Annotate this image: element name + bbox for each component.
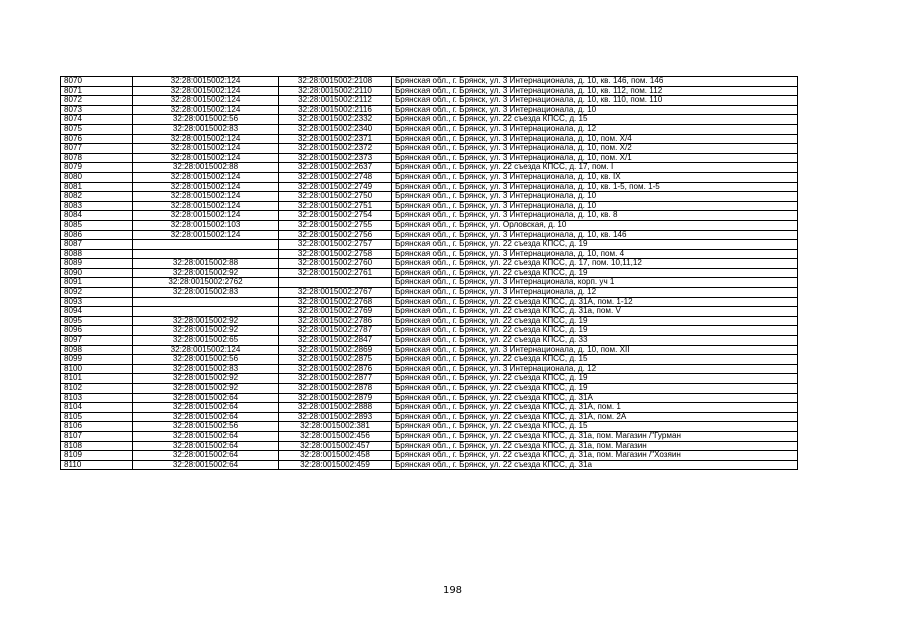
- table-row: [61, 172, 798, 182]
- object-number-cell: 32:28:0015002:2637: [279, 163, 392, 173]
- parcel-number-cell: 32:28:0015002:56: [133, 422, 279, 432]
- row-number-cell: 8072: [61, 96, 133, 106]
- table-row: [61, 460, 798, 470]
- table-row: [61, 316, 798, 326]
- table-row: [61, 451, 798, 461]
- object-number-cell: 32:28:0015002:2757: [279, 240, 392, 250]
- table-row: [61, 364, 798, 374]
- row-number-cell: 8075: [61, 124, 133, 134]
- table-row: [61, 249, 798, 259]
- parcel-number-cell: 32:28:0015002:124: [133, 86, 279, 96]
- parcel-number-cell: 32:28:0015002:124: [133, 192, 279, 202]
- parcel-number-cell: 32:28:0015002:124: [133, 211, 279, 221]
- object-number-cell: 32:28:0015002:2751: [279, 201, 392, 211]
- table-row: [61, 374, 798, 384]
- parcel-number-cell: 32:28:0015002:124: [133, 96, 279, 106]
- address-cell: Брянская обл., г. Брянск, ул. 3 Интернационала, д. 12: [392, 288, 798, 298]
- table-row: [61, 105, 798, 115]
- address-cell: Брянская обл., г. Брянск, ул. 3 Интернационала, д. 10, кв. IX: [392, 172, 798, 182]
- object-number-cell: [279, 278, 392, 288]
- row-number-cell: 8080: [61, 172, 133, 182]
- page-number: 198: [442, 585, 463, 596]
- row-number-cell: 8079: [61, 163, 133, 173]
- object-number-cell: 32:28:0015002:2768: [279, 297, 392, 307]
- object-number-cell: 32:28:0015002:2893: [279, 412, 392, 422]
- parcel-number-cell: 32:28:0015002:65: [133, 336, 279, 346]
- address-cell: Брянская обл., г. Брянск, ул. 22 съезда КПСС, д. 31а, пом. V: [392, 307, 798, 317]
- address-cell: Брянская обл., г. Брянск, ул. 3 Интернационала, д. 10, кв. 146, пом. 146: [392, 77, 798, 87]
- object-number-cell: 32:28:0015002:2756: [279, 230, 392, 240]
- address-cell: Брянская обл., г. Брянск, ул. 3 Интернационала, д. 10, кв. 112, пом. 112: [392, 86, 798, 96]
- address-cell: Брянская обл., г. Брянск, ул. 22 съезда КПСС, д. 19: [392, 240, 798, 250]
- address-cell: Брянская обл., г. Брянск, ул. 22 съезда КПСС, д. 31А: [392, 393, 798, 403]
- row-number-cell: 8096: [61, 326, 133, 336]
- table-row: [61, 297, 798, 307]
- parcel-number-cell: 32:28:0015002:124: [133, 77, 279, 87]
- table-body: [61, 77, 798, 470]
- parcel-number-cell: 32:28:0015002:88: [133, 163, 279, 173]
- parcel-number-cell: 32:28:0015002:92: [133, 268, 279, 278]
- table-row: [61, 345, 798, 355]
- object-number-cell: 32:28:0015002:2116: [279, 105, 392, 115]
- address-cell: Брянская обл., г. Брянск, ул. 3 Интернационала, д. 12: [392, 364, 798, 374]
- parcel-number-cell: 32:28:0015002:64: [133, 403, 279, 413]
- table-row: [61, 211, 798, 221]
- row-number-cell: 8099: [61, 355, 133, 365]
- address-cell: Брянская обл., г. Брянск, ул. 3 Интернационала, корп. уч 1: [392, 278, 798, 288]
- table-row: [61, 220, 798, 230]
- object-number-cell: 32:28:0015002:2112: [279, 96, 392, 106]
- row-number-cell: 8102: [61, 384, 133, 394]
- table-row: [61, 393, 798, 403]
- row-number-cell: 8081: [61, 182, 133, 192]
- address-cell: Брянская обл., г. Брянск, ул. 3 Интернационала, д. 10, кв. 8: [392, 211, 798, 221]
- parcel-number-cell: 32:28:0015002:103: [133, 220, 279, 230]
- address-cell: Брянская обл., г. Брянск, ул. 22 съезда КПСС, д. 19: [392, 384, 798, 394]
- table-row: [61, 192, 798, 202]
- row-number-cell: 8097: [61, 336, 133, 346]
- parcel-number-cell: 32:28:0015002:124: [133, 345, 279, 355]
- parcel-number-cell: 32:28:0015002:88: [133, 259, 279, 269]
- object-number-cell: 32:28:0015002:456: [279, 431, 392, 441]
- row-number-cell: 8093: [61, 297, 133, 307]
- address-cell: Брянская обл., г. Брянск, ул. 3 Интернационала, д. 10, пом. 4: [392, 249, 798, 259]
- row-number-cell: 8085: [61, 220, 133, 230]
- address-cell: Брянская обл., г. Брянск, ул. 22 съезда КПСС, д. 15: [392, 422, 798, 432]
- object-number-cell: 32:28:0015002:2340: [279, 124, 392, 134]
- parcel-number-cell: 32:28:0015002:92: [133, 384, 279, 394]
- address-cell: Брянская обл., г. Брянск, ул. 22 съезда КПСС, д. 15: [392, 355, 798, 365]
- parcel-number-cell: 32:28:0015002:92: [133, 326, 279, 336]
- object-number-cell: 32:28:0015002:2787: [279, 326, 392, 336]
- row-number-cell: 8077: [61, 144, 133, 154]
- row-number-cell: 8104: [61, 403, 133, 413]
- parcel-number-cell: 32:28:0015002:124: [133, 201, 279, 211]
- row-number-cell: 8095: [61, 316, 133, 326]
- row-number-cell: 8094: [61, 307, 133, 317]
- row-number-cell: 8084: [61, 211, 133, 221]
- address-cell: Брянская обл., г. Брянск, ул. 22 съезда КПСС, д. 19: [392, 374, 798, 384]
- address-cell: Брянская обл., г. Брянск, ул. 3 Интернационала, д. 10: [392, 201, 798, 211]
- table-row: [61, 163, 798, 173]
- object-number-cell: 32:28:0015002:458: [279, 451, 392, 461]
- table-row: [61, 355, 798, 365]
- object-number-cell: 32:28:0015002:2888: [279, 403, 392, 413]
- parcel-number-cell: 32:28:0015002:92: [133, 374, 279, 384]
- object-number-cell: 32:28:0015002:2761: [279, 268, 392, 278]
- object-number-cell: 32:28:0015002:2769: [279, 307, 392, 317]
- row-number-cell: 8098: [61, 345, 133, 355]
- parcel-number-cell: 32:28:0015002:124: [133, 153, 279, 163]
- table-row: [61, 240, 798, 250]
- table-row: [61, 115, 798, 125]
- address-cell: Брянская обл., г. Брянск, ул. 22 съезда КПСС, д. 19: [392, 316, 798, 326]
- address-cell: Брянская обл., г. Брянск, ул. 3 Интернационала, д. 10, пом. Х/1: [392, 153, 798, 163]
- object-number-cell: 32:28:0015002:2371: [279, 134, 392, 144]
- address-cell: Брянская обл., г. Брянск, ул. 22 съезда КПСС, д. 33: [392, 336, 798, 346]
- address-cell: Брянская обл., г. Брянск, ул. 22 съезда КПСС, д. 31а: [392, 460, 798, 470]
- parcel-number-cell: 32:28:0015002:64: [133, 393, 279, 403]
- object-number-cell: 32:28:0015002:2767: [279, 288, 392, 298]
- table-row: [61, 431, 798, 441]
- address-cell: Брянская обл., г. Брянск, ул. 3 Интернационала, д. 10, кв. 1-5, пом. 1-5: [392, 182, 798, 192]
- object-number-cell: 32:28:0015002:2754: [279, 211, 392, 221]
- address-cell: Брянская обл., г. Брянск, ул. 22 съезда КПСС, д. 31А, пом. 1-12: [392, 297, 798, 307]
- table-row: [61, 336, 798, 346]
- table-row: [61, 96, 798, 106]
- address-cell: Брянская обл., г. Брянск, ул. 3 Интернационала, д. 10: [392, 105, 798, 115]
- parcel-number-cell: 32:28:0015002:124: [133, 105, 279, 115]
- parcel-number-cell: 32:28:0015002:83: [133, 288, 279, 298]
- row-number-cell: 8071: [61, 86, 133, 96]
- row-number-cell: 8109: [61, 451, 133, 461]
- table-row: [61, 230, 798, 240]
- object-number-cell: 32:28:0015002:2869: [279, 345, 392, 355]
- object-number-cell: 32:28:0015002:2875: [279, 355, 392, 365]
- object-number-cell: 32:28:0015002:2758: [279, 249, 392, 259]
- object-number-cell: 32:28:0015002:2749: [279, 182, 392, 192]
- address-cell: Брянская обл., г. Брянск, ул. 3 Интернационала, д. 10, кв. 146: [392, 230, 798, 240]
- object-number-cell: 32:28:0015002:2748: [279, 172, 392, 182]
- table-row: [61, 86, 798, 96]
- address-cell: Брянская обл., г. Брянск, ул. 22 съезда КПСС, д. 31а, пом. Магазин /"Гурман: [392, 431, 798, 441]
- object-number-cell: 32:28:0015002:459: [279, 460, 392, 470]
- table-row: [61, 278, 798, 288]
- object-number-cell: 32:28:0015002:2373: [279, 153, 392, 163]
- row-number-cell: 8083: [61, 201, 133, 211]
- parcel-number-cell: 32:28:0015002:56: [133, 115, 279, 125]
- row-number-cell: 8074: [61, 115, 133, 125]
- table-row: [61, 201, 798, 211]
- object-number-cell: 32:28:0015002:381: [279, 422, 392, 432]
- address-cell: Брянская обл., г. Брянск, ул. 22 съезда КПСС, д. 31А, пом. 2А: [392, 412, 798, 422]
- parcel-number-cell: 32:28:0015002:124: [133, 230, 279, 240]
- table-row: [61, 422, 798, 432]
- address-cell: Брянская обл., г. Брянск, ул. 22 съезда КПСС, д. 31а, пом. Магазин: [392, 441, 798, 451]
- row-number-cell: 8106: [61, 422, 133, 432]
- address-cell: Брянская обл., г. Брянск, ул. 3 Интернационала, д. 12: [392, 124, 798, 134]
- parcel-number-cell: 32:28:0015002:92: [133, 316, 279, 326]
- row-number-cell: 8091: [61, 278, 133, 288]
- row-number-cell: 8078: [61, 153, 133, 163]
- address-cell: Брянская обл., г. Брянск, ул. 3 Интернационала, д. 10, пом. Х/2: [392, 144, 798, 154]
- row-number-cell: 8082: [61, 192, 133, 202]
- table-row: [61, 403, 798, 413]
- object-number-cell: 32:28:0015002:2755: [279, 220, 392, 230]
- object-number-cell: 32:28:0015002:2372: [279, 144, 392, 154]
- object-number-cell: 32:28:0015002:2876: [279, 364, 392, 374]
- object-number-cell: 32:28:0015002:2108: [279, 77, 392, 87]
- row-number-cell: 8076: [61, 134, 133, 144]
- row-number-cell: 8073: [61, 105, 133, 115]
- table-row: [61, 124, 798, 134]
- address-cell: Брянская обл., г. Брянск, ул. Орловская, д. 10: [392, 220, 798, 230]
- table-row: [61, 412, 798, 422]
- address-cell: Брянская обл., г. Брянск, ул. 3 Интернационала, д. 10, кв. 110, пом. 110: [392, 96, 798, 106]
- row-number-cell: 8101: [61, 374, 133, 384]
- table-row: [61, 307, 798, 317]
- parcel-number-cell: 32:28:0015002:64: [133, 441, 279, 451]
- object-number-cell: 32:28:0015002:2878: [279, 384, 392, 394]
- address-cell: Брянская обл., г. Брянск, ул. 3 Интернационала, д. 10: [392, 192, 798, 202]
- object-number-cell: 32:28:0015002:2879: [279, 393, 392, 403]
- row-number-cell: 8090: [61, 268, 133, 278]
- parcel-number-cell: [133, 240, 279, 250]
- parcel-number-cell: 32:28:0015002:124: [133, 182, 279, 192]
- address-cell: Брянская обл., г. Брянск, ул. 22 съезда КПСС, д. 31А, пом. 1: [392, 403, 798, 413]
- table-row: [61, 77, 798, 87]
- address-cell: Брянская обл., г. Брянск, ул. 22 съезда КПСС, д. 19: [392, 326, 798, 336]
- address-cell: Брянская обл., г. Брянск, ул. 22 съезда КПСС, д. 17, пом. I: [392, 163, 798, 173]
- parcel-number-cell: 32:28:0015002:64: [133, 412, 279, 422]
- row-number-cell: 8107: [61, 431, 133, 441]
- object-number-cell: 32:28:0015002:2847: [279, 336, 392, 346]
- address-cell: Брянская обл., г. Брянск, ул. 22 съезда КПСС, д. 31а, пом. Магазин /"Хозяин: [392, 451, 798, 461]
- table-row: [61, 153, 798, 163]
- parcel-number-cell: 32:28:0015002:56: [133, 355, 279, 365]
- object-number-cell: 32:28:0015002:2786: [279, 316, 392, 326]
- parcel-number-cell: [133, 249, 279, 259]
- row-number-cell: 8086: [61, 230, 133, 240]
- object-number-cell: 32:28:0015002:2877: [279, 374, 392, 384]
- address-cell: Брянская обл., г. Брянск, ул. 22 съезда КПСС, д. 19: [392, 268, 798, 278]
- parcel-number-cell: 32:28:0015002:64: [133, 451, 279, 461]
- row-number-cell: 8108: [61, 441, 133, 451]
- parcel-number-cell: 32:28:0015002:83: [133, 364, 279, 374]
- table-row: [61, 144, 798, 154]
- object-number-cell: 32:28:0015002:2750: [279, 192, 392, 202]
- parcel-number-cell: 32:28:0015002:64: [133, 460, 279, 470]
- object-number-cell: 32:28:0015002:2332: [279, 115, 392, 125]
- row-number-cell: 8103: [61, 393, 133, 403]
- registry-table: [60, 76, 798, 470]
- parcel-number-cell: 32:28:0015002:124: [133, 172, 279, 182]
- parcel-number-cell: 32:28:0015002:124: [133, 134, 279, 144]
- address-cell: Брянская обл., г. Брянск, ул. 3 Интернационала, д. 10, пом. XII: [392, 345, 798, 355]
- parcel-number-cell: 32:28:0015002:2762: [133, 278, 279, 288]
- address-cell: Брянская обл., г. Брянск, ул. 22 съезда КПСС, д. 15: [392, 115, 798, 125]
- parcel-number-cell: 32:28:0015002:83: [133, 124, 279, 134]
- row-number-cell: 8088: [61, 249, 133, 259]
- table-row: [61, 182, 798, 192]
- address-cell: Брянская обл., г. Брянск, ул. 22 съезда КПСС, д. 17, пом. 10,11,12: [392, 259, 798, 269]
- parcel-number-cell: [133, 307, 279, 317]
- table-row: [61, 441, 798, 451]
- table-row: [61, 268, 798, 278]
- row-number-cell: 8089: [61, 259, 133, 269]
- parcel-number-cell: 32:28:0015002:124: [133, 144, 279, 154]
- object-number-cell: 32:28:0015002:2110: [279, 86, 392, 96]
- table-row: [61, 288, 798, 298]
- table-row: [61, 134, 798, 144]
- table-row: [61, 326, 798, 336]
- row-number-cell: 8087: [61, 240, 133, 250]
- parcel-number-cell: [133, 297, 279, 307]
- address-cell: Брянская обл., г. Брянск, ул. 3 Интернационала, д. 10, пом. Х/4: [392, 134, 798, 144]
- parcel-number-cell: 32:28:0015002:64: [133, 431, 279, 441]
- row-number-cell: 8110: [61, 460, 133, 470]
- row-number-cell: 8100: [61, 364, 133, 374]
- row-number-cell: 8070: [61, 77, 133, 87]
- table-row: [61, 384, 798, 394]
- table-row: [61, 259, 798, 269]
- row-number-cell: 8092: [61, 288, 133, 298]
- row-number-cell: 8105: [61, 412, 133, 422]
- object-number-cell: 32:28:0015002:2760: [279, 259, 392, 269]
- object-number-cell: 32:28:0015002:457: [279, 441, 392, 451]
